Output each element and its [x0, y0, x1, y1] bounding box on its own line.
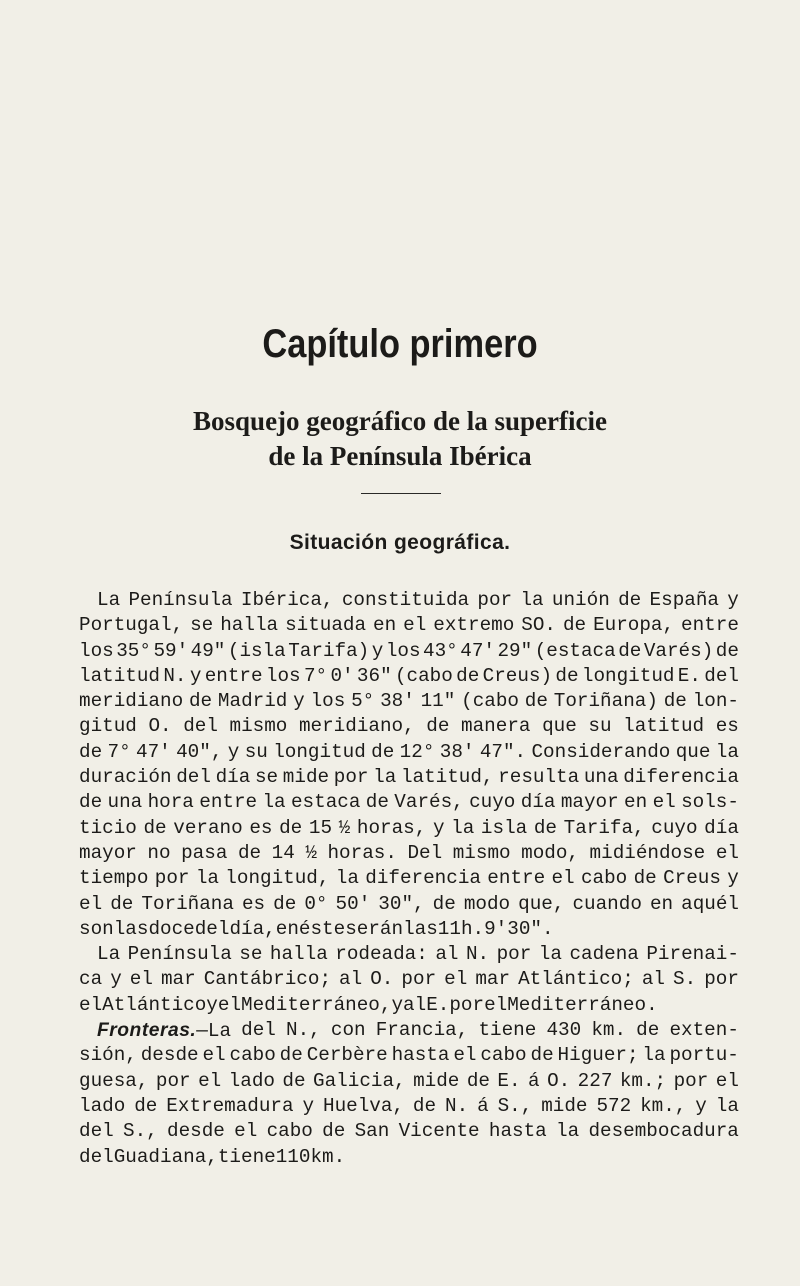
text-line: gitud O. del mismo meridiano, de manera que su latitud es [79, 715, 739, 738]
text-line: Fronteras.—La del N., con Francia, tiene 430 km. de exten- [97, 1019, 739, 1043]
subtitle-line-2: de la Península Ibérica [268, 441, 532, 471]
text-line: el de Toriñana es de 0° 50′ 30″, de modo que, cuando en aquél [79, 892, 739, 915]
text-line: ca y el mar Cantábrico; al O. por el mar Atlántico; al S. por [79, 968, 739, 991]
text-line: ticio de verano es de 15 ½ horas, y la isla de Tarifa, cuyo día [79, 816, 739, 839]
text-line: mayor no pasa de 14 ½ horas. Del mismo modo, midiéndose el [79, 841, 739, 864]
text-line: La Península se halla rodeada: al N. por la cadena Pirenai- [97, 943, 739, 966]
divider-rule [361, 493, 441, 494]
text-line: lado de Extremadura y Huelva, de N. á S., mide 572 km., y la [79, 1094, 739, 1117]
text-line: del S., desde el cabo de San Vicente hasta la desembocadura [79, 1120, 739, 1143]
text-line: La Península Ibérica, constituida por la unión de España y [97, 589, 739, 611]
subtitle-line-1: Bosquejo geográfico de la superficie [193, 406, 607, 436]
text-line: meridiano de Madrid y los 5° 38′ 11″ (cabo de Toriñana) de lon- [79, 690, 739, 713]
chapter-title: Capítulo primero [262, 322, 538, 366]
body-text [79, 588, 739, 1170]
text-line: guesa, por el lado de Galicia, mide de E. á O. 227 km.; por el [79, 1069, 739, 1092]
text-line: de 7° 47′ 40″, y su longitud de 12° 38′ 47″. Considerando que la [79, 740, 739, 763]
text-line: Portugal, se halla situada en el extremo SO. de Europa, entre [79, 614, 739, 637]
text-line: sión, desde el cabo de Cerbère hasta el cabo de Higuer; la portu- [79, 1044, 739, 1067]
text-line: los 35° 59′ 49″ (isla Tarifa) y los 43° 47′ 29″ (estaca de Varés) de [79, 639, 739, 662]
text-line: tiempo por la longitud, la diferencia entre el cabo de Creus y [79, 867, 739, 890]
text-line: latitud N. y entre los 7° 0′ 36″ (cabo de Creus) de longitud E. del [79, 664, 739, 687]
section-title: Situación geográfica. [289, 531, 511, 554]
text-line: de una hora entre la estaca de Varés, cuyo día mayor en el sols- [79, 791, 739, 814]
inline-heading: Fronteras. [97, 1020, 197, 1042]
text-line: son las doce del día, en éste serán las 11 h. 9′ 30″. [79, 917, 554, 940]
text-line: del Guadiana, tiene 110 km. [79, 1145, 346, 1168]
text-line: el Atlántico y el Mediterráneo, y al E. por el Mediterráneo. [79, 993, 658, 1016]
text-line: duración del día se mide por la latitud, resulta una diferencia [79, 766, 739, 789]
